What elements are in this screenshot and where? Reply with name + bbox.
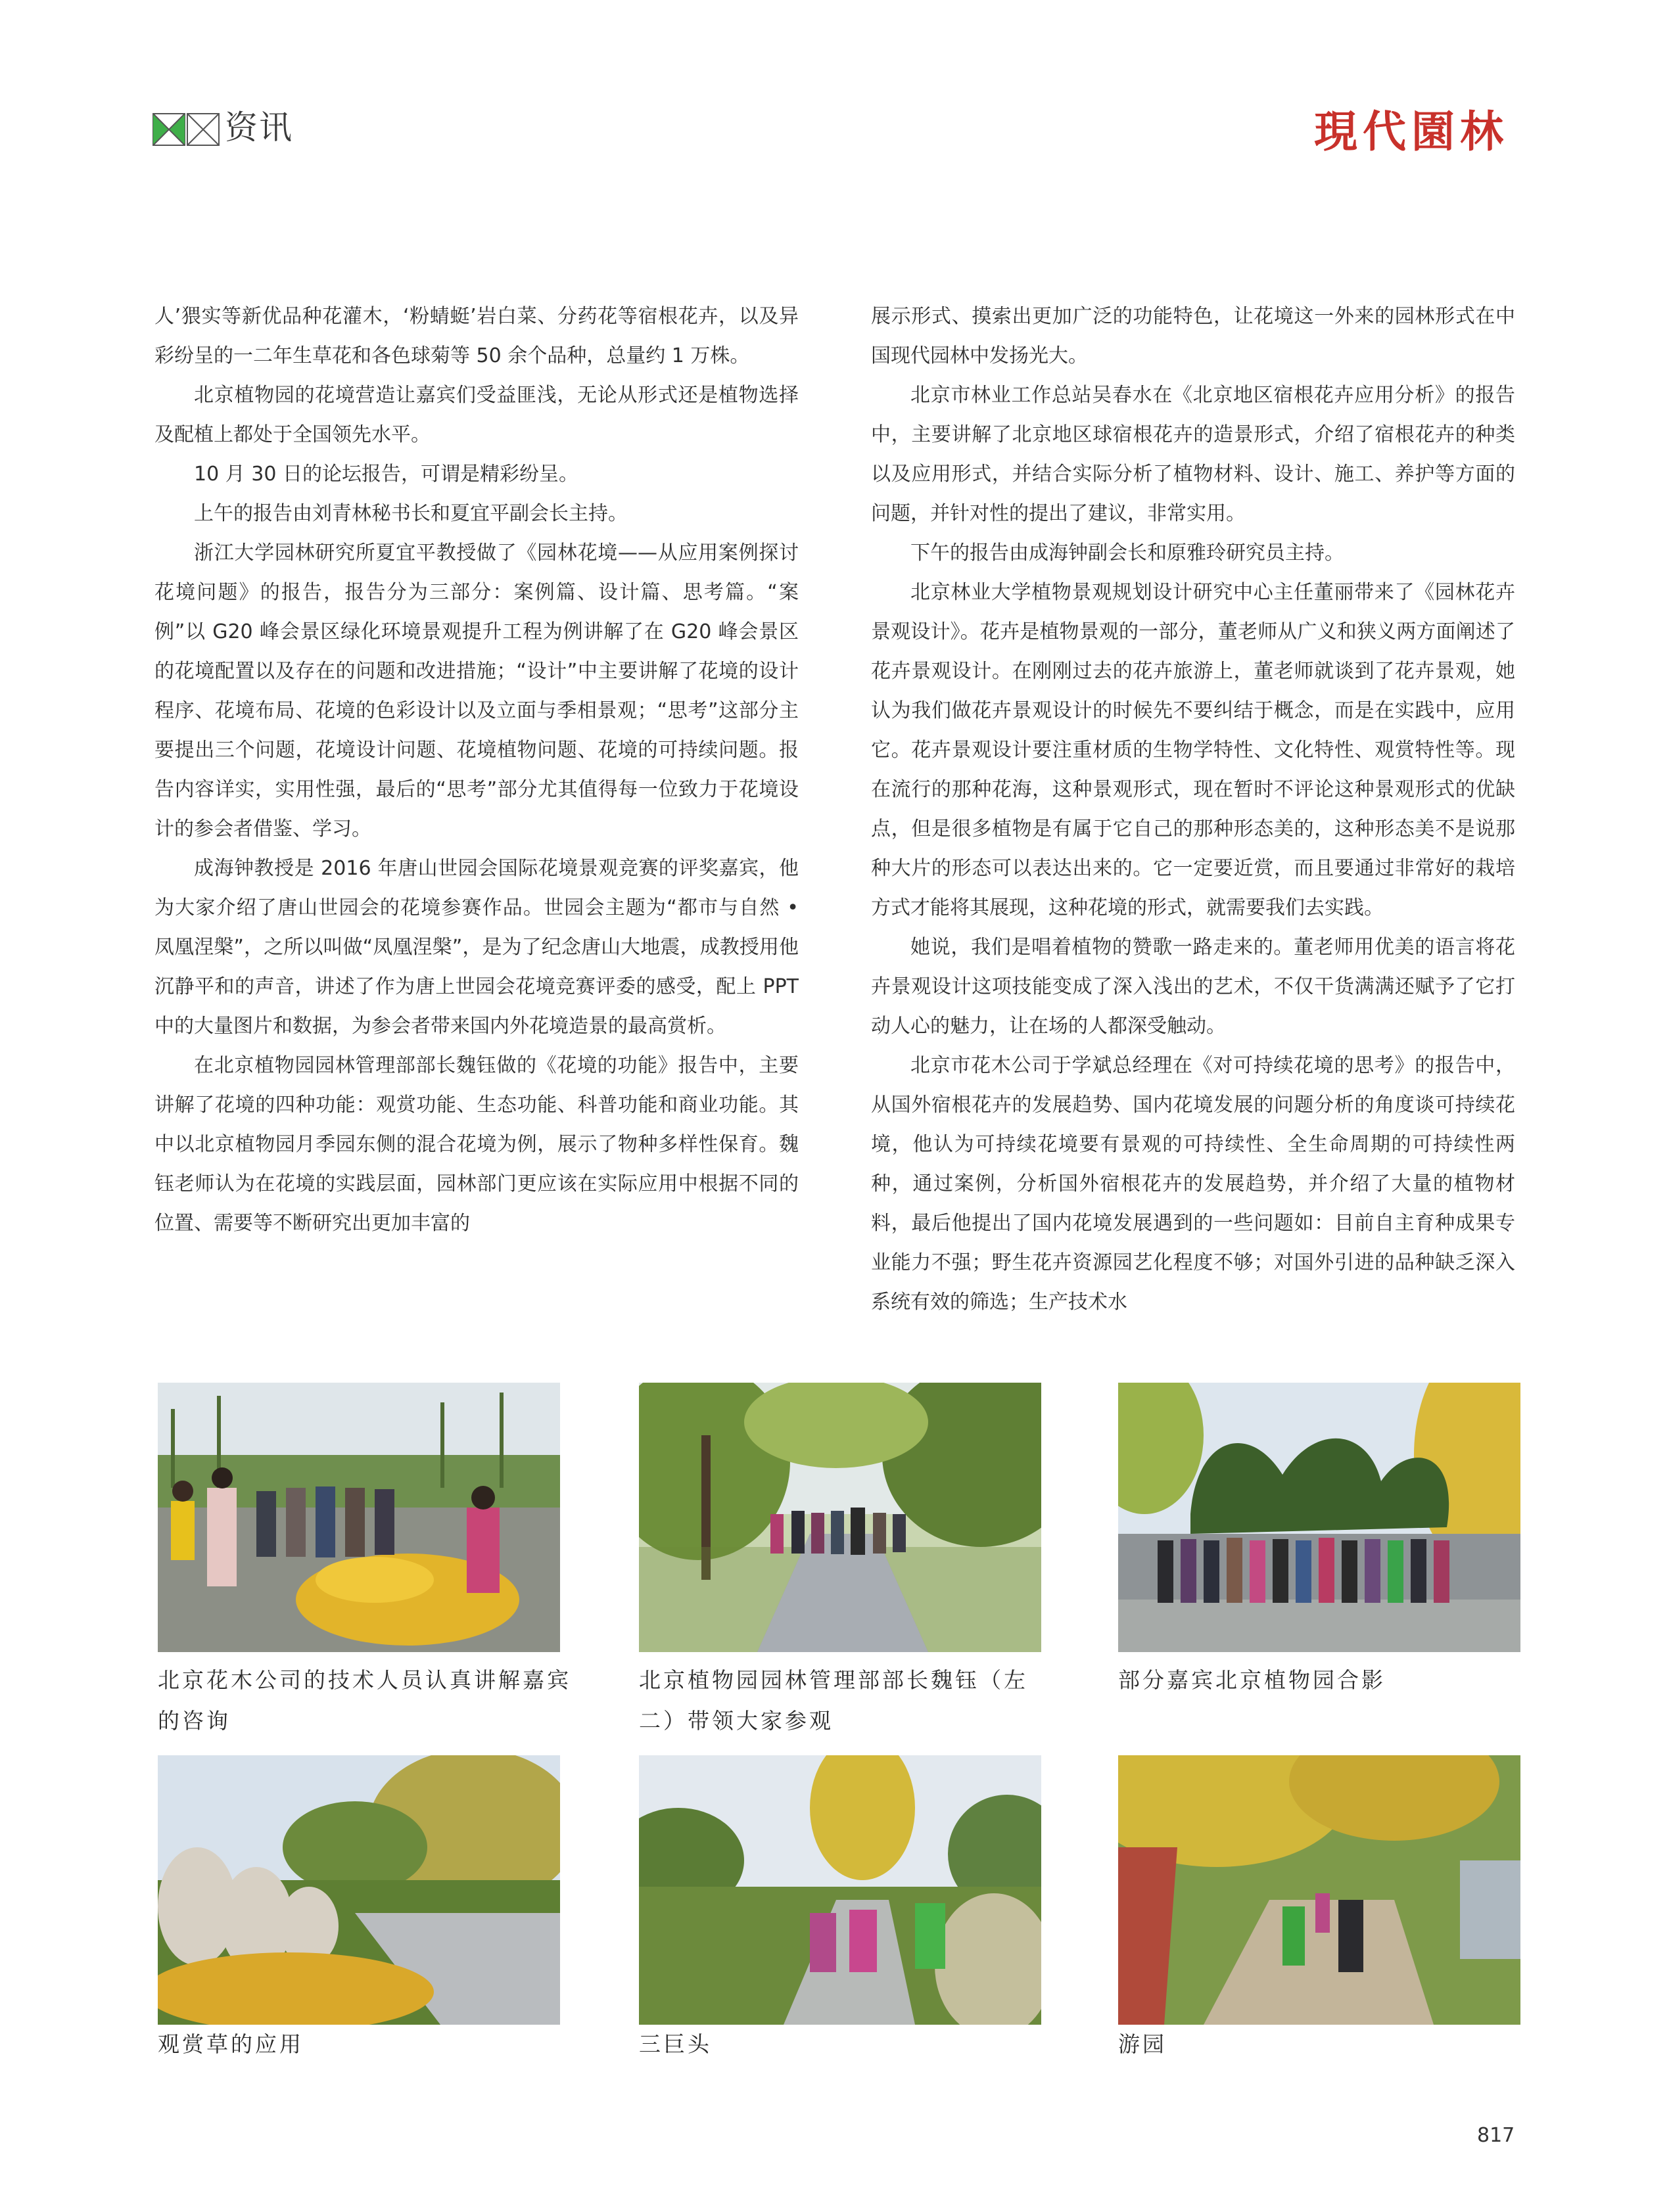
photo-caption: 部分嘉宾北京植物园合影	[1118, 1667, 1386, 1693]
photo-group-portrait	[1118, 1383, 1520, 1652]
page-number: 817	[1477, 2124, 1515, 2147]
paragraph: 人’猥实等新优品种花灌木，‘粉蜻蜓’岩白菜、分药花等宿根花卉，以及异彩纷呈的一二年生草花和各色球菊等 50 余个品种，总量约 1 万株。	[154, 305, 799, 367]
paragraph: 成海钟教授是 2016 年唐山世园会国际花境景观竞赛的评奖嘉宾，他为大家介绍了唐山世园会的花境参赛作品。世园会主题为“都市与自然 • 凤凰涅槃”，之所以叫做“凤凰涅槃”，是为了纪念唐山大地震，成教授用他沉静平和的声音，讲述了作为唐上世园会花境竞赛评委的感受，配上 PPT 中的大量图片和数据，为参会者带来国内外花境造景的最高赏析。	[154, 857, 799, 1038]
photo-three-visitors	[639, 1755, 1041, 2025]
paragraph: 10 月 30 日的论坛报告，可谓是精彩纷呈。	[194, 463, 578, 486]
photo-garden-stroll	[1118, 1755, 1520, 2025]
left-column	[154, 297, 799, 1243]
paragraph: 展示形式、摸索出更加广泛的功能特色，让花境这一外来的园林形式在中国现代园林中发扬光大。	[871, 305, 1515, 367]
photo-caption: 三巨头	[639, 2031, 712, 2057]
photo-ornamental-grass	[158, 1755, 560, 2025]
right-column	[871, 297, 1515, 1322]
section-logo-icon	[153, 113, 220, 146]
photo-tour-group	[639, 1383, 1041, 1652]
paragraph: 北京植物园的花境营造让嘉宾们受益匪浅，无论从形式还是植物选择及配植上都处于全国领先水平。	[154, 384, 799, 446]
paragraph: 北京市林业工作总站吴春水在《北京地区宿根花卉应用分析》的报告中，主要讲解了北京地区球宿根花卉的造景形式，介绍了宿根花卉的种类以及应用形式，并结合实际分析了植物材料、设计、施工、养护等方面的问题，并针对性的提出了建议，非常实用。	[871, 384, 1515, 525]
photo-caption: 游园	[1118, 2031, 1167, 2057]
section-label: 资讯	[225, 108, 293, 147]
photo-caption: 北京花木公司的技术人员认真讲解嘉宾的咨询	[158, 1667, 571, 1734]
magazine-logo: 現代園林	[1314, 106, 1509, 157]
paragraph: 浙江大学园林研究所夏宜平教授做了《园林花境——从应用案例探讨花境问题》的报告，报告分为三部分：案例篇、设计篇、思考篇。“案例”以 G20 峰会景区绿化环境景观提升工程为例讲解了在 G20 峰会景区的花境配置以及存在的问题和改进措施；“设计”中主要讲解了花境的设计程序、花境布局、花境的色彩设计以及立面与季相景观；“思考”这部分主要提出三个问题，花境设计问题、花境植物问题、花境的可持续问题。报告内容详实，实用性强，最后的“思考”部分尤其值得每一位致力于花境设计的参会者借鉴、学习。	[154, 541, 799, 841]
photo-caption: 北京植物园园林管理部部长魏钰（左二）带领大家参观	[639, 1667, 1028, 1734]
paragraph: 上午的报告由刘青林秘书长和夏宜平副会长主持。	[194, 502, 628, 525]
paragraph: 北京林业大学植物景观规划设计研究中心主任董丽带来了《园林花卉景观设计》。花卉是植物景观的一部分，董老师从广义和狭义两方面阐述了花卉景观设计。在刚刚过去的花卉旅游上，董老师就谈到了花卉景观，她认为我们做花卉景观设计的时候先不要纠结于概念，而是在实践中，应用它。花卉景观设计要注重材质的生物学特性、文化特性、观赏特性等。现在流行的那种花海，这种景观形式，现在暂时不评论这种景观形式的优缺点，但是很多植物是有属于它自己的那种形态美的，这种形态美不是说那种大片的形态可以表达出来的。它一定要近赏，而且要通过非常好的栽培方式才能将其展现，这种花境的形式，就需要我们去实践。	[871, 581, 1515, 919]
paragraph: 北京市花木公司于学斌总经理在《对可持续花境的思考》的报告中，从国外宿根花卉的发展趋势、国内花境发展的问题分析的角度谈可持续花境，他认为可持续花境要有景观的可持续性、全生命周期的可持续性两种，通过案例，分析国外宿根花卉的发展趋势，并介绍了大量的植物材料，最后他提出了国内花境发展遇到的一些问题如：目前自主育种成果专业能力不强；野生花卉资源园艺化程度不够；对国外引进的品种缺乏深入系统有效的筛选；生产技术水	[871, 1054, 1515, 1314]
paragraph: 在北京植物园园林管理部部长魏钰做的《花境的功能》报告中，主要讲解了花境的四种功能：观赏功能、生态功能、科普功能和商业功能。其中以北京植物园月季园东侧的混合花境为例，展示了物种多样性保育。魏钰老师认为在花境的实践层面，园林部门更应该在实际应用中根据不同的位置、需要等不断研究出更加丰富的	[154, 1054, 799, 1235]
paragraph: 下午的报告由成海钟副会长和原雅玲研究员主持。	[910, 541, 1344, 565]
photo-caption: 观赏草的应用	[158, 2031, 304, 2057]
photo-technicians	[158, 1383, 560, 1652]
paragraph: 她说，我们是唱着植物的赞歌一路走来的。董老师用优美的语言将花卉景观设计这项技能变成了深入浅出的艺术，不仅干货满满还赋予了它打动人心的魅力，让在场的人都深受触动。	[871, 936, 1515, 1038]
